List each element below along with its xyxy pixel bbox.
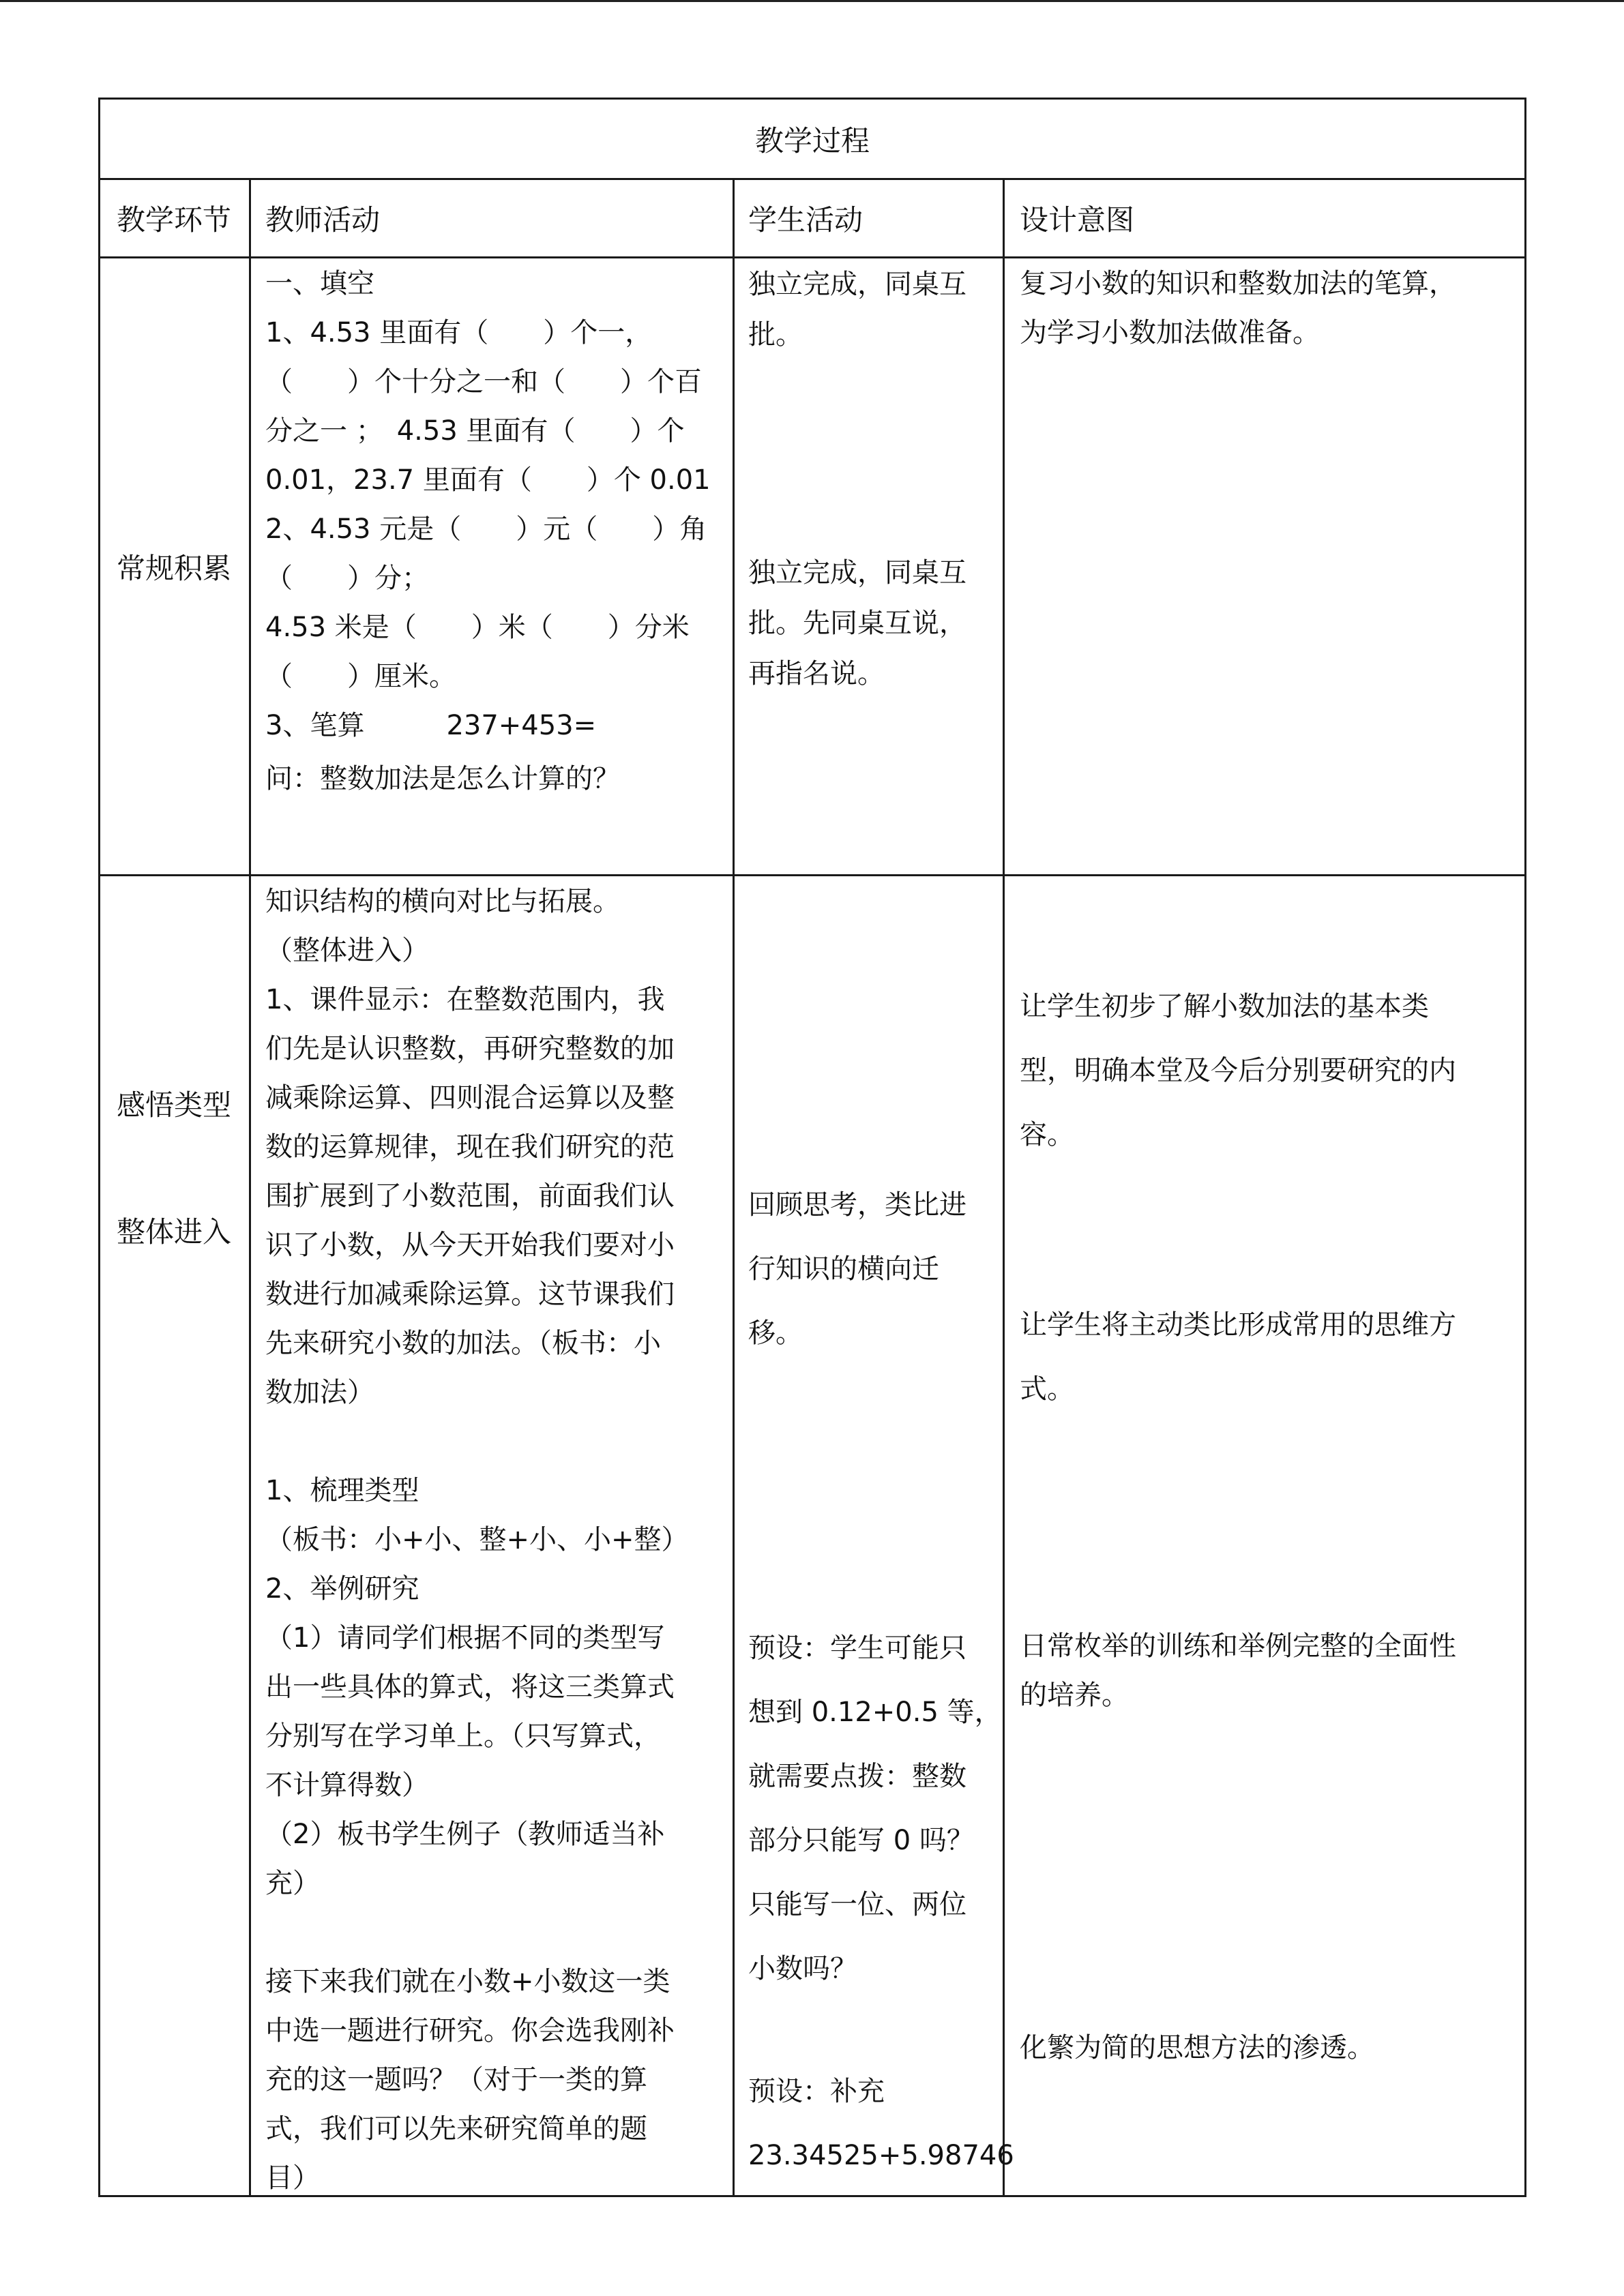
- text-line: 行知识的横向迁: [748, 1253, 939, 1285]
- text-line: 问：整数加法是怎么计算的？: [265, 763, 620, 794]
- text-line: 围扩展到了小数范围，前面我们认: [265, 1180, 675, 1212]
- text-line: 让学生将主动类比形成常用的思维方: [1020, 1309, 1456, 1341]
- row-divider-header: [100, 256, 1524, 258]
- teaching-process-table: [98, 98, 1526, 2197]
- text-line: 不计算得数）: [265, 1770, 429, 1801]
- text-line: 充）: [265, 1868, 320, 1899]
- text-line: 再指名说。: [748, 658, 885, 689]
- student-activity-row1: [748, 259, 966, 360]
- text-line: 想到 0.12+0.5 等，: [748, 1697, 1002, 1728]
- text-line: 1、4.53 里面有（ ）个一，: [265, 317, 653, 348]
- text-line: 批。: [748, 319, 803, 351]
- teacher-activity-row1: [265, 259, 711, 803]
- student-activity-row2-c: [748, 2059, 1014, 2188]
- text-line: 识了小数，从今天开始我们要对小: [265, 1229, 675, 1261]
- student-activity-row2-b: [748, 1616, 1002, 2001]
- text-line: 出一些具体的算式，将这三类算式: [265, 1671, 675, 1703]
- text-line: 数进行加减乘除运算。这节课我们: [265, 1279, 675, 1310]
- header-teacher: 教师活动: [265, 203, 381, 237]
- text-line: 回顾思考，类比进: [748, 1189, 966, 1221]
- text-line: （整体进入）: [265, 935, 429, 966]
- stage-label-row2-b: 整体进入: [117, 1215, 232, 1249]
- text-line: 1、梳理类型: [265, 1475, 419, 1506]
- text-line: 分之一 ； 4.53 里面有（ ）个: [265, 415, 685, 447]
- teacher-activity-row2: [265, 877, 689, 2203]
- text-line: 容。: [1020, 1119, 1074, 1150]
- text-line: 为学习小数加法做准备。: [1020, 317, 1320, 348]
- text-line: （1）请同学们根据不同的类型写: [265, 1622, 665, 1654]
- text-line: 式。: [1020, 1373, 1074, 1405]
- stage-label-row2-a: 感悟类型: [117, 1088, 232, 1122]
- header-stage: 教学环节: [117, 203, 232, 237]
- student-activity-row1-b: [748, 548, 966, 699]
- text-line: （ ）厘米。: [265, 661, 456, 692]
- text-line: 先来研究小数的加法。（板书：小: [265, 1328, 661, 1359]
- design-intent-row2-b: [1020, 1293, 1456, 1421]
- text-line: 减乘除运算、四则混合运算以及整: [265, 1082, 675, 1114]
- text-line: （板书：小+小、整+小、小+整）: [265, 1524, 689, 1555]
- text-line: 预设：补充: [748, 2076, 885, 2107]
- text-line: 独立完成，同桌互: [748, 269, 966, 300]
- text-line: 化繁为简的思想方法的渗透。: [1020, 2032, 1374, 2063]
- text-line: 分别写在学习单上。（只写算式，: [265, 1720, 661, 1752]
- text-line: 的培养。: [1020, 1680, 1129, 1711]
- text-line: 23.34525+5.98746: [748, 2140, 1014, 2171]
- text-line: 目）: [265, 2162, 320, 2194]
- text-line: 型，明确本堂及今后分别要研究的内: [1020, 1055, 1456, 1086]
- text-line: 2、举例研究: [265, 1573, 419, 1605]
- text-line: 一、填空: [265, 268, 374, 299]
- text-line: 部分只能写 0 吗？: [748, 1825, 974, 1856]
- text-line: 移。: [748, 1317, 803, 1349]
- text-line: 预设：学生可能只: [748, 1632, 966, 1664]
- text-line: 1、课件显示：在整数范围内，我: [265, 984, 665, 1015]
- text-line: 日常枚举的训练和举例完整的全面性: [1020, 1630, 1456, 1662]
- design-intent-row2-d: [1020, 2023, 1374, 2072]
- text-line: 复习小数的知识和整数加法的笔算，: [1020, 268, 1456, 299]
- header-intent: 设计意图: [1020, 203, 1135, 237]
- text-line: 就需要点拨：整数: [748, 1761, 966, 1792]
- text-line: 批。先同桌互说，: [748, 608, 966, 639]
- table-title: 教学过程: [754, 123, 870, 158]
- page-top-border: [0, 0, 1624, 2]
- student-activity-row2-a: [748, 1173, 966, 1365]
- text-line: 充的这一题吗？（对于一类的算: [265, 2064, 647, 2096]
- header-student: 学生活动: [748, 203, 863, 237]
- text-line: （ ）分；: [265, 563, 429, 594]
- text-line: 4.53 米是（ ）米（ ）分米: [265, 612, 690, 643]
- text-line: 们先是认识整数，再研究整数的加: [265, 1033, 675, 1064]
- row-divider-row1: [100, 874, 1524, 876]
- col-divider-3: [1003, 180, 1005, 2197]
- text-line: 0.01，23.7 里面有（ ）个 0.01: [265, 464, 711, 496]
- text-line: 知识结构的横向对比与拓展。: [265, 886, 620, 917]
- text-line: 3、笔算 237+453=: [265, 710, 597, 741]
- design-intent-row2-a: [1020, 974, 1456, 1167]
- text-line: 2、4.53 元是（ ）元（ ）角: [265, 513, 707, 545]
- text-line: 小数吗？: [748, 1953, 857, 1984]
- text-line: 只能写一位、两位: [748, 1889, 966, 1920]
- text-line: 中选一题进行研究。你会选我刚补: [265, 2015, 675, 2046]
- design-intent-row1: [1020, 259, 1456, 357]
- design-intent-row2-c: [1020, 1622, 1456, 1720]
- text-line: 让学生初步了解小数加法的基本类: [1020, 991, 1429, 1022]
- col-divider-2: [733, 180, 735, 2197]
- text-line: 接下来我们就在小数+小数这一类: [265, 1966, 670, 1997]
- text-line: 独立完成，同桌互: [748, 557, 966, 588]
- text-line: 式，我们可以先来研究简单的题: [265, 2113, 647, 2145]
- text-line: 数的运算规律，现在我们研究的范: [265, 1131, 675, 1163]
- text-line: 数加法）: [265, 1377, 374, 1408]
- text-line: （2）板书学生例子（教师适当补: [265, 1819, 665, 1850]
- text-line: （ ）个十分之一和（ ）个百: [265, 366, 702, 398]
- col-divider-1: [249, 180, 251, 2197]
- stage-label-row1: 常规积累: [117, 552, 232, 585]
